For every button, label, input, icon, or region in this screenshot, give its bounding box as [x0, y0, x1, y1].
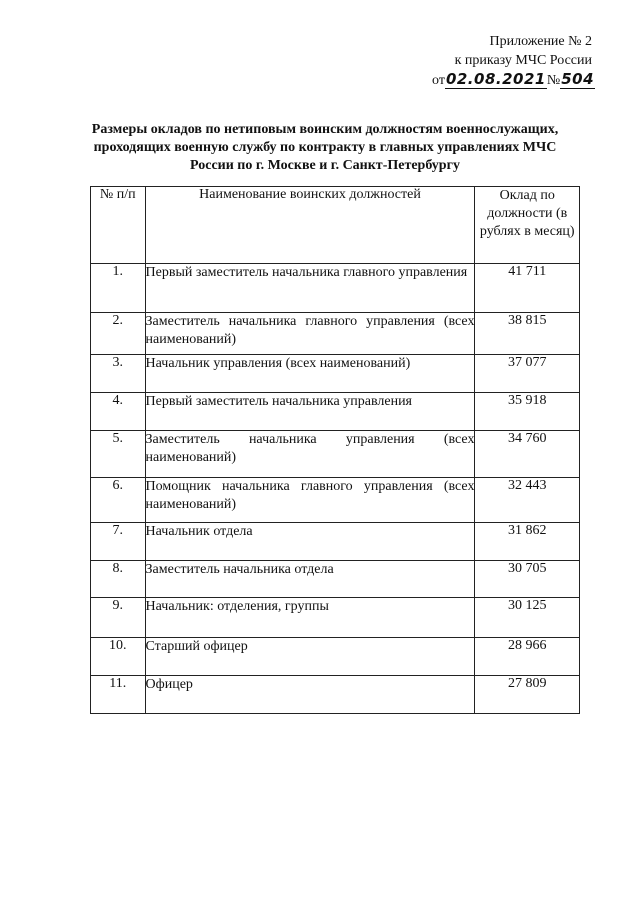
row-salary: 30 705	[475, 561, 580, 598]
row-salary: 41 711	[475, 264, 580, 313]
annex-title: Приложение № 2	[489, 34, 592, 49]
table-header-row	[91, 187, 580, 264]
table-row	[91, 393, 580, 431]
row-salary: 27 809	[475, 676, 580, 714]
row-salary: 38 815	[475, 313, 580, 355]
row-position-name: Заместитель начальника отдела	[145, 561, 475, 598]
table-row	[91, 313, 580, 355]
row-number: 2.	[91, 313, 146, 355]
from-label: от	[432, 73, 445, 88]
row-position-name: Офицер	[145, 676, 475, 714]
row-number: 11.	[91, 676, 146, 714]
table-row	[91, 638, 580, 676]
row-salary: 30 125	[475, 598, 580, 638]
row-salary: 32 443	[475, 478, 580, 523]
table-row	[91, 676, 580, 714]
row-number: 8.	[91, 561, 146, 598]
document-title: Размеры окладов по нетиповым воинским должностям военнослужащих, проходящих военную службу по контракту в главных управлениях МЧС России по г. Москве и г. Санкт-Петербургу	[91, 122, 559, 173]
row-salary: 35 918	[475, 393, 580, 431]
annex-block	[432, 32, 595, 90]
row-number: 9.	[91, 598, 146, 638]
annex-order-reference: к приказу МЧС России	[454, 53, 592, 68]
row-number: 10.	[91, 638, 146, 676]
table-row	[91, 431, 580, 478]
order-date-number	[432, 70, 595, 90]
row-position-name: Заместитель начальника управления (всех наименований)	[145, 431, 475, 478]
number-label: №	[546, 73, 561, 88]
table-body	[91, 264, 580, 714]
row-position-name: Первый заместитель начальника управления	[145, 393, 475, 431]
row-number: 1.	[91, 264, 146, 313]
row-salary: 31 862	[475, 523, 580, 561]
row-number: 7.	[91, 523, 146, 561]
header-position-name: Наименование воинских должностей	[145, 187, 475, 264]
row-number: 5.	[91, 431, 146, 478]
row-position-name: Помощник начальника главного управления (всех наименований)	[145, 478, 475, 523]
header-number: № п/п	[91, 187, 146, 264]
table-row	[91, 523, 580, 561]
table-row	[91, 355, 580, 393]
row-position-name: Заместитель начальника главного управления (всех наименований)	[145, 313, 475, 355]
table-row	[91, 478, 580, 523]
salary-table	[90, 186, 580, 714]
table-row	[91, 264, 580, 313]
row-position-name: Начальник управления (всех наименований)	[145, 355, 475, 393]
handwritten-number: 504	[561, 70, 595, 88]
row-salary: 37 077	[475, 355, 580, 393]
row-salary: 28 966	[475, 638, 580, 676]
row-salary: 34 760	[475, 431, 580, 478]
table-row	[91, 598, 580, 638]
row-number: 6.	[91, 478, 146, 523]
row-position-name: Начальник отдела	[145, 523, 475, 561]
row-position-name: Старший офицер	[145, 638, 475, 676]
row-number: 4.	[91, 393, 146, 431]
row-number: 3.	[91, 355, 146, 393]
row-position-name: Первый заместитель начальника главного управления	[145, 264, 475, 313]
header-salary: Оклад по должности (в рублях в месяц)	[475, 187, 580, 264]
row-position-name: Начальник: отделения, группы	[145, 598, 475, 638]
table-row	[91, 561, 580, 598]
handwritten-date: 02.08.2021	[445, 70, 546, 88]
